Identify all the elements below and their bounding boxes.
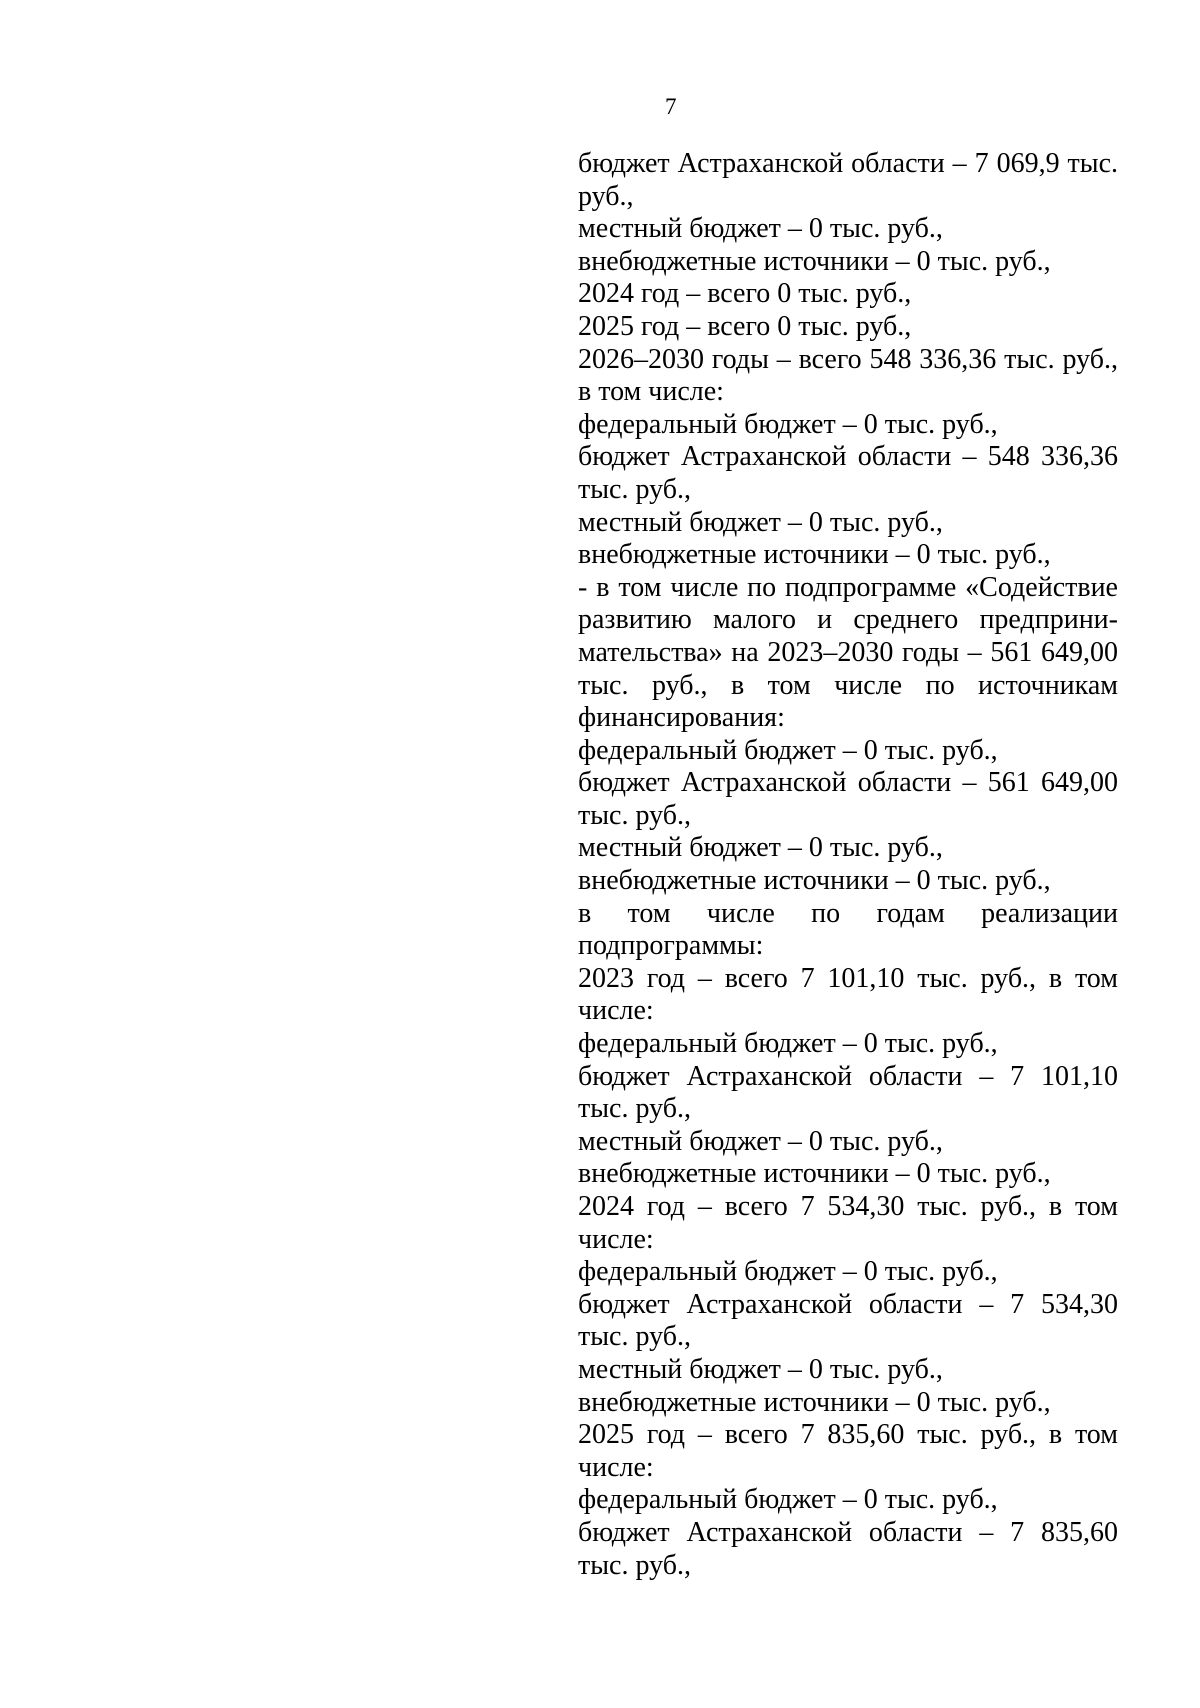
- text-line: тыс. руб.,: [578, 799, 691, 831]
- text-line: бюджет Астраханской области – 548 336,36: [578, 441, 1118, 473]
- text-line: тыс. руб.,: [578, 473, 691, 505]
- text-line: руб.,: [578, 180, 634, 212]
- text-line: 2023 год – всего 7 101,10 тыс. руб., в том: [578, 962, 1118, 994]
- text-line: федеральный бюджет – 0 тыс. руб.,: [578, 1484, 998, 1516]
- text-line: местный бюджет – 0 тыс. руб.,: [578, 1353, 943, 1385]
- text-line: местный бюджет – 0 тыс. руб.,: [578, 1125, 943, 1157]
- text-line: внебюджетные источники – 0 тыс. руб.,: [578, 245, 1051, 277]
- text-line: внебюджетные источники – 0 тыс. руб.,: [578, 1158, 1051, 1190]
- text-line: в том числе:: [578, 376, 724, 408]
- text-line: федеральный бюджет – 0 тыс. руб.,: [578, 1028, 998, 1060]
- text-line: федеральный бюджет – 0 тыс. руб.,: [578, 1256, 998, 1288]
- text-line: числе:: [578, 1451, 654, 1483]
- text-line: финансирования:: [578, 702, 785, 734]
- text-line: развитию малого и среднего предприни-: [578, 604, 1118, 636]
- text-line: тыс. руб.,: [578, 1549, 691, 1581]
- text-line: федеральный бюджет – 0 тыс. руб.,: [578, 734, 998, 766]
- text-line: 2025 год – всего 7 835,60 тыс. руб., в том: [578, 1419, 1118, 1451]
- text-line: внебюджетные источники – 0 тыс. руб.,: [578, 1386, 1051, 1418]
- text-line: - в том числе по подпрограмме «Содействие: [578, 571, 1118, 603]
- text-line: в том числе по годам реализации: [578, 897, 1118, 929]
- text-line: 2025 год – всего 0 тыс. руб.,: [578, 310, 912, 342]
- body-text: [578, 148, 1118, 1582]
- text-line: тыс. руб.,: [578, 1093, 691, 1125]
- text-line: местный бюджет – 0 тыс. руб.,: [578, 832, 943, 864]
- text-line: 2024 год – всего 7 534,30 тыс. руб., в том: [578, 1191, 1118, 1222]
- text-line: федеральный бюджет – 0 тыс. руб.,: [578, 408, 998, 440]
- page-number: 7: [665, 94, 677, 119]
- text-line: 2024 год – всего 0 тыс. руб.,: [578, 278, 912, 310]
- text-line: числе:: [578, 1223, 654, 1255]
- text-line: внебюджетные источники – 0 тыс. руб.,: [578, 539, 1051, 571]
- text-line: бюджет Астраханской области – 7 835,60: [578, 1516, 1118, 1548]
- text-line: бюджет Астраханской области – 7 069,9 тыс.: [578, 148, 1118, 179]
- text-line: мательства» на 2023–2030 годы – 561 649,00: [578, 636, 1118, 668]
- text-line: местный бюджет – 0 тыс. руб.,: [578, 213, 943, 245]
- text-line: тыс. руб.,: [578, 1321, 691, 1353]
- text-line: 2026–2030 годы – всего 548 336,36 тыс. руб.,: [578, 343, 1118, 375]
- text-line: бюджет Астраханской области – 561 649,00: [578, 767, 1118, 799]
- text-line: подпрограммы:: [578, 930, 764, 962]
- text-line: бюджет Астраханской области – 7 101,10: [578, 1060, 1118, 1092]
- text-line: внебюджетные источники – 0 тыс. руб.,: [578, 865, 1051, 897]
- text-line: бюджет Астраханской области – 7 534,30: [578, 1288, 1118, 1320]
- text-line: местный бюджет – 0 тыс. руб.,: [578, 506, 943, 538]
- text-line: тыс. руб., в том числе по источникам: [578, 669, 1118, 701]
- text-line: числе:: [578, 995, 654, 1027]
